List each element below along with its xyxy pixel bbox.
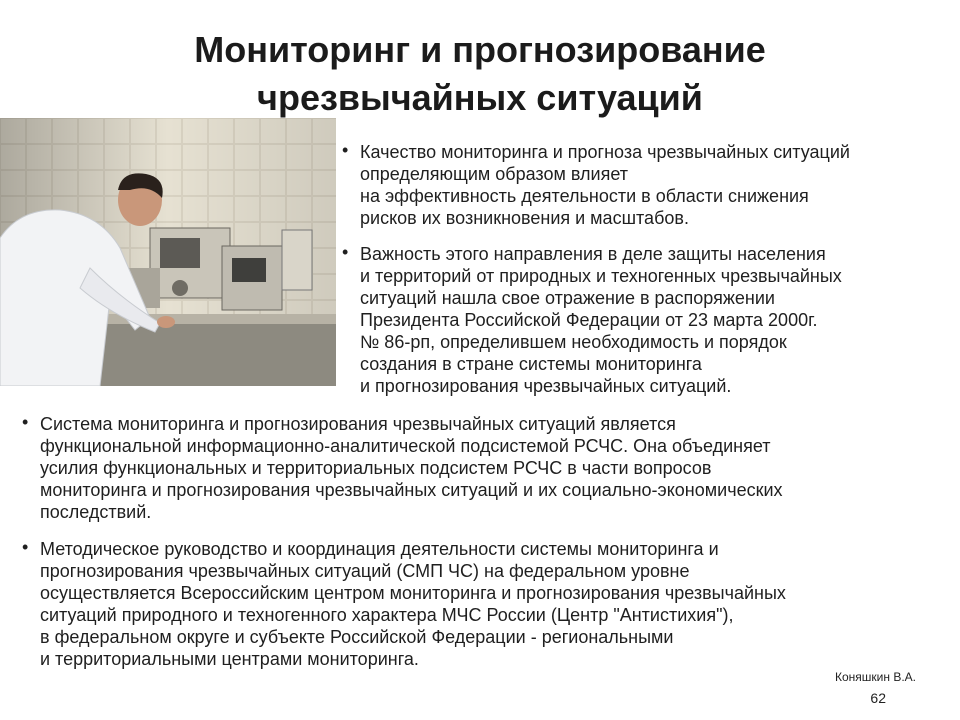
bullet-item	[22, 537, 940, 670]
bullet-item	[22, 412, 940, 523]
bullet-glyph: •	[342, 242, 349, 262]
bullet-text: Методическое руководство и координация деятельности системы мониторинга и прогнозирования чрезвычайных ситуаций (СМП ЧС) на федеральном уровне осуществляется Всероссийским центром мониторинга и прогнозирования чрезвычайных ситуаций природного и техногенного характера МЧС России (Центр "Антистихия"), в федеральном округе и субъекте Российской Федерации - региональными и территориальными центрами мониторинга.	[40, 539, 786, 669]
bullet-item	[342, 242, 950, 397]
bullet-glyph: •	[22, 412, 29, 432]
author-name: Коняшкин В.А.	[834, 670, 916, 684]
slide-title-line-1: Мониторинг и прогнозирование	[194, 29, 766, 70]
bullet-glyph: •	[342, 140, 349, 160]
slide-title	[0, 26, 960, 122]
laboratory-photo	[0, 118, 336, 386]
bullet-item	[342, 140, 950, 229]
bullet-glyph: •	[22, 537, 29, 557]
bullet-text: Качество мониторинга и прогноза чрезвычайных ситуаций определяющим образом влияет на эффективность деятельности в области снижения рисков их возникновения и масштабов.	[360, 142, 850, 228]
bullet-text: Система мониторинга и прогнозирования чрезвычайных ситуаций является функциональной информационно-аналитической подсистемой РСЧС. Она объединяет усилия функциональных и территориальных подсистем РСЧС в части вопросов мониторинга и прогнозирования чрезвычайных ситуаций и их социально-экономических последствий.	[40, 414, 783, 522]
slide-title-line-2: чрезвычайных ситуаций	[257, 77, 703, 118]
page-number: 62	[870, 690, 886, 706]
bullet-text: Важность этого направления в деле защиты населения и территорий от природных и техногенных чрезвычайных ситуаций нашла свое отражение в распоряжении Президента Российской Федерации от 23 марта 2000г. № 86-рп, определившем необходимость и порядок создания в стране системы мониторинга и прогнозирования чрезвычайных ситуаций.	[360, 244, 842, 396]
